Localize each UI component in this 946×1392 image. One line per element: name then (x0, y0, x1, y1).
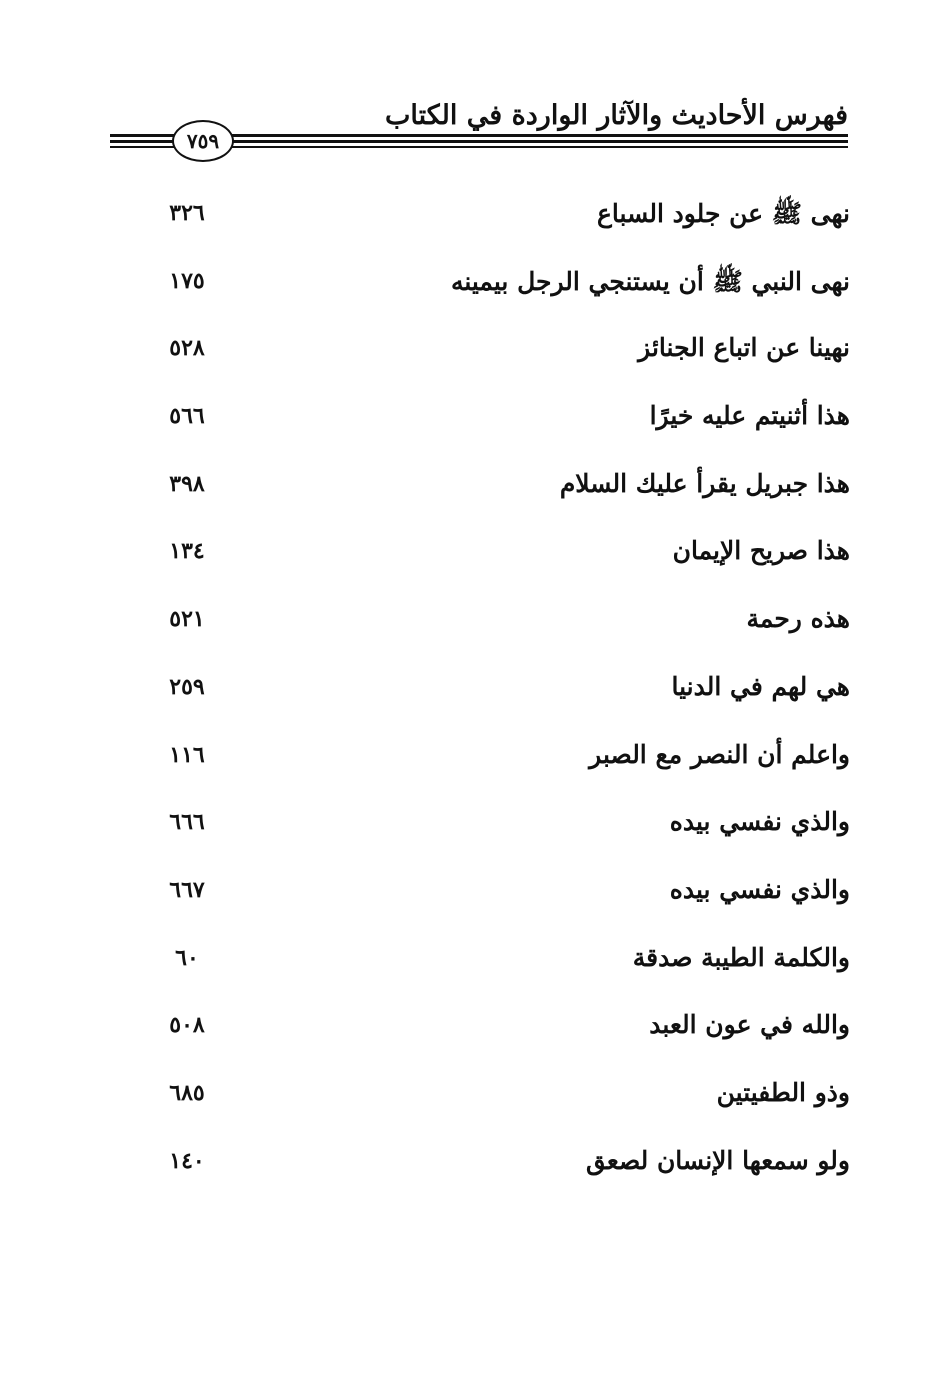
entry-text: هي لهم في الدنيا (671, 671, 850, 701)
entry-text: والكلمة الطيبة صدقة (632, 942, 850, 972)
entry-text: نهينا عن اتباع الجنائز (638, 333, 850, 363)
entry-text: نهى النبي ﷺ أن يستنجي الرجل بيمينه (450, 266, 850, 296)
entry-page: ٥٢٨ (169, 335, 205, 362)
index-entry (150, 266, 850, 334)
entry-text: وذو الطفيتين (716, 1077, 850, 1107)
entry-page: ٢٥٩ (169, 673, 205, 700)
entry-page: ١٧٥ (169, 267, 205, 294)
entry-text: ولو سمعها الإنسان لصعق (586, 1145, 850, 1175)
index-entry (150, 469, 850, 537)
entry-page: ٥٢١ (169, 606, 205, 633)
index-entry (150, 333, 850, 401)
entry-page: ٣٢٦ (169, 200, 205, 226)
entry-text: هذا أثنيتم عليه خيرًا (649, 401, 850, 431)
index-entry (150, 1146, 850, 1214)
index-entry (150, 1078, 850, 1146)
index-entry (150, 875, 850, 943)
running-title: فهرس الأحاديث والآثار الواردة في الكتاب (384, 100, 848, 131)
index-entry (150, 740, 850, 808)
entry-text: والذي نفسي بيده (669, 874, 850, 904)
entry-page: ٦٦٦ (169, 809, 205, 836)
entry-page: ٦٠ (175, 944, 199, 971)
index-list (150, 198, 850, 1213)
index-entry (150, 1010, 850, 1078)
index-entry (150, 807, 850, 875)
entry-page: ٥٠٨ (169, 1012, 205, 1039)
entry-text: هذا صريح الإيمان (672, 536, 850, 566)
entry-text: نهى ﷺ عن جلود السباع (596, 199, 850, 228)
entry-page: ٦٦٧ (169, 876, 205, 903)
entry-text: هذه رحمة (746, 604, 850, 634)
page-header (110, 100, 848, 160)
index-entry (150, 536, 850, 604)
entry-text: والذي نفسي بيده (669, 807, 850, 837)
entry-page: ٣٩٨ (169, 470, 205, 497)
entry-text: والله في عون العبد (649, 1010, 850, 1040)
index-entry (150, 198, 850, 266)
entry-page: ١٣٤ (169, 538, 205, 565)
entry-text: هذا جبريل يقرأ عليك السلام (559, 468, 850, 498)
index-entry (150, 401, 850, 469)
entry-page: ٥٦٦ (169, 403, 205, 430)
index-entry (150, 943, 850, 1011)
index-entry (150, 604, 850, 672)
entry-page: ٦٨٥ (169, 1079, 205, 1106)
index-entry (150, 672, 850, 740)
entry-page: ١٤٠ (169, 1147, 205, 1174)
entry-text: واعلم أن النصر مع الصبر (589, 739, 850, 769)
entry-page: ١١٦ (169, 741, 205, 768)
page-number: ٧٥٩ (172, 120, 234, 162)
